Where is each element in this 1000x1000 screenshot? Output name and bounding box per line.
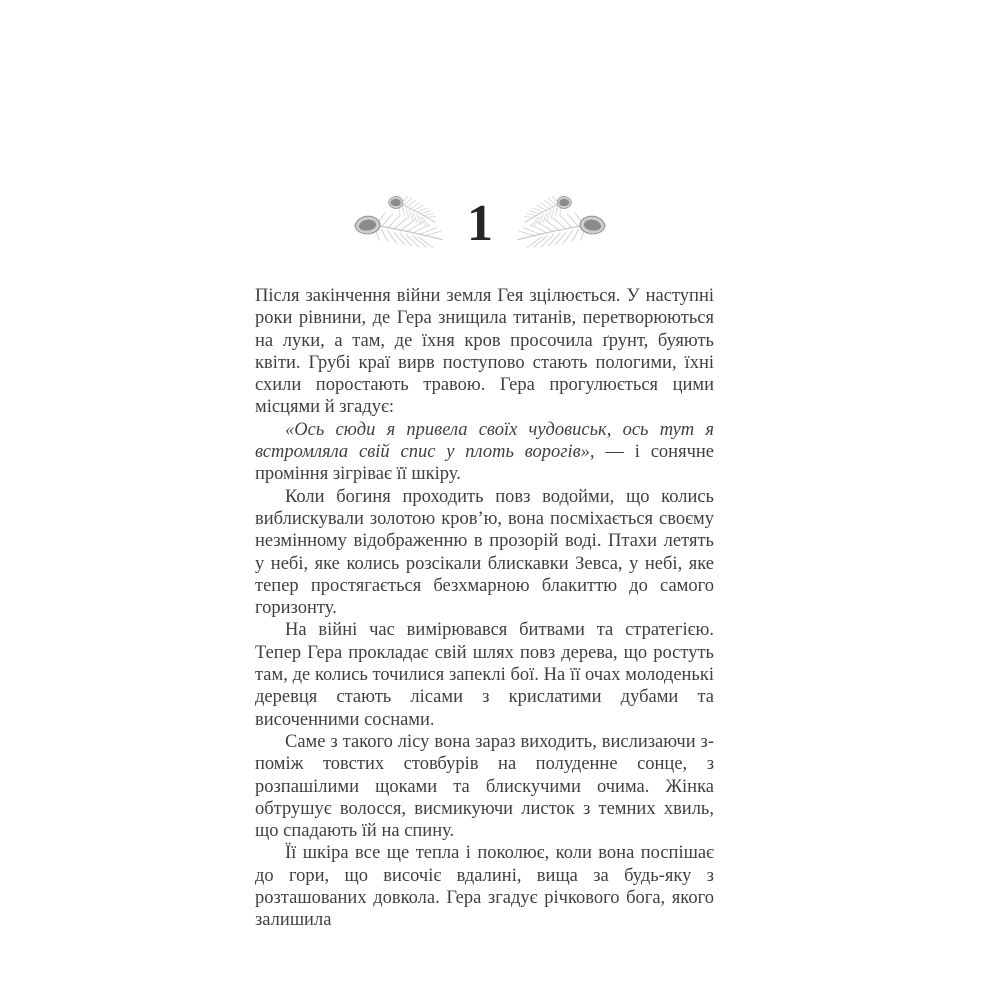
paragraph-text: Саме з такого лісу вона зараз виходить, вислизаючи з-поміж товстих стовбурів на полуденне сонце, з розпашілими щоками та блискучими очима. Жінка обтрушує волосся, висмикуючи листок з темних хвиль, що спадають їй на спину.: [255, 731, 714, 842]
paragraph-text: На війні час вимірювався битвами та стратегією. Тепер Гера прокладає свій шлях повз дерева, що ростуть там, де колись точилися запеклі бої. На її очах молоденькі деревця стають лісами з крислатими дубами та височенними соснами.: [255, 620, 714, 730]
italic-quote: «Ось сюди я привела своїх чудовиськ, ось тут я встромляла свій спис у плоть ворогів»,: [255, 419, 714, 463]
paragraph-text: Коли богиня проходить повз водойми, що колись виблискували золотою кров’ю, вона посміхається своєму незмінному відображенню в прозорій воді. Птахи летять у небі, яке колись розсікали блискавки Зевса, у небі, яке тепер простягається безхмарною блакиттю до самого горизонту.: [255, 486, 714, 619]
paragraph-3: [255, 486, 714, 620]
chapter-header: [0, 184, 980, 252]
peacock-feather-ornament-right-icon: [513, 184, 617, 252]
paragraph-text: Її шкіра все ще тепла і поколює, коли вона поспішає до гори, що височіє вдалині, вища за будь-яку з розташованих довкола. Гера згадує річкового бога, якого залишила: [255, 843, 714, 931]
chapter-text: [255, 285, 714, 932]
paragraph-4: [255, 619, 714, 730]
paragraph-5: [255, 731, 714, 842]
paragraph-2: [255, 419, 714, 486]
paragraph-6: [255, 842, 714, 931]
paragraph-text: Після закінчення війни земля Гея зцілюється. У наступні роки рівнини, де Гера знищила титанів, перетворюються на луки, а там, де їхня кров просочила ґрунт, буяють квіти. Грубі краї вирв поступово стають пологими, їхні схили поростають травою. Гера прогулюється цими місцями й згадує:: [255, 286, 714, 418]
peacock-feather-ornament-left-icon: [343, 184, 447, 252]
paragraph-1: [255, 285, 714, 419]
paragraph-text: — і сонячне проміння зігріває її шкіру.: [255, 442, 714, 485]
chapter-number: 1: [467, 195, 493, 252]
